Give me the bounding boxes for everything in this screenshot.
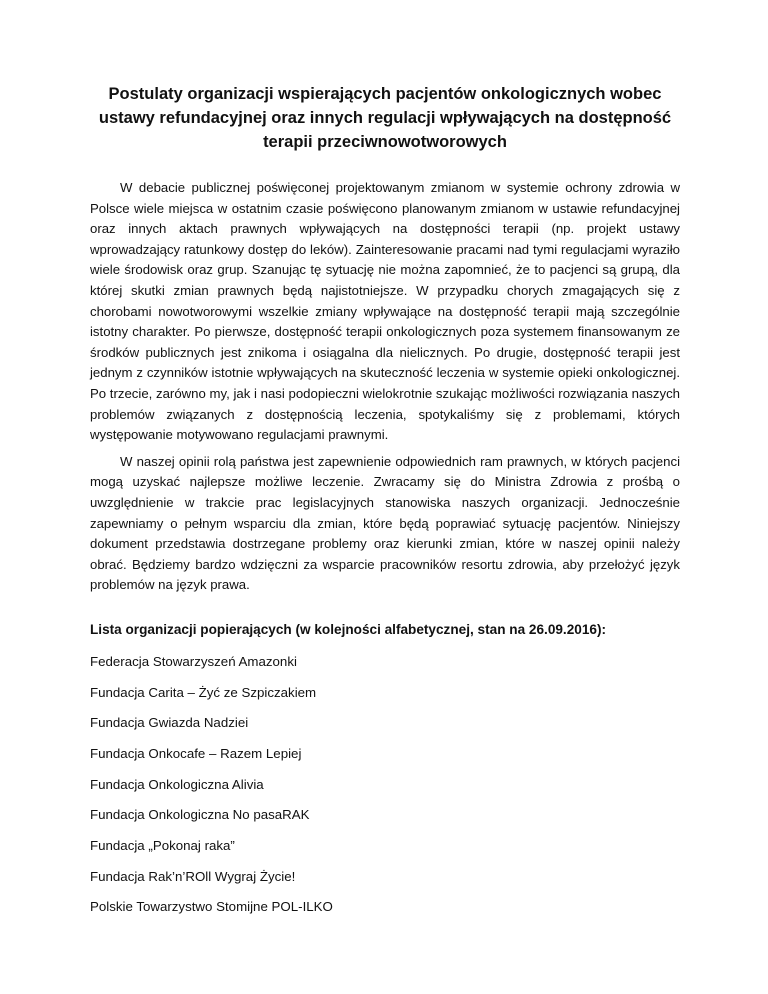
paragraph-request: W naszej opinii rolą państwa jest zapewnienie odpowiednich ram prawnych, w których pacjenci mogą uzyskać najlepsze możliwe leczenie. Zwracamy się do Ministra Zdrowia z prośbą o uwzględnienie w trakcie prac legislacyjnych stanowiska naszych organizacji. Jednocześnie zapewniamy o pełnym wsparciu dla zmian, które będą poprawiać sytuację pacjentów. Niniejszy dokument przedstawia dostrzegane problemy oraz kierunki zmian, które w naszej opinii należy obrać. Będziemy bardzo wdzięczni za wsparcie pracowników resortu zdrowia, aby przełożyć język problemów na język prawa.	[90, 453, 680, 593]
organizations-list	[90, 653, 680, 917]
list-item: Fundacja Onkocafe – Razem Lepiej	[90, 745, 302, 761]
paragraph-introduction: W debacie publicznej poświęconej projektowanym zmianom w systemie ochrony zdrowia w Polsce wiele miejsca w ostatnim czasie poświęcono planowanym zmianom w ustawie refundacyjnej oraz innych aktach prawnych wpływających na dostępności terapii (np. projekt ustawy wprowadzający ratunkowy dostęp do leków). Zainteresowanie pracami nad tymi regulacjami wyraziło wiele środowisk oraz grup. Szanując tę sytuację nie można zapomnieć, że to pacjenci są grupą, dla której skutki zmian prawnych będą najistotniejsze. W przypadku chorych zmagających się z chorobami nowotworowymi wszelkie zmiany wpływające na dostępność terapii mają szczególnie istotny charakter. Po pierwsze, dostępność terapii onkologicznych poza systemem finansowanym ze środków publicznych jest znikoma i osiągalna dla nielicznych. Po drugie, dostępność terapii jest jednym z czynników istotnie wpływających na skuteczność leczenia w systemie opieki onkologicznej. Po trzecie, zarówno my, jak i nasi podopieczni wielokrotnie szukając możliwości rozwiązania naszych problemów związanych z dostępnością leczenia, spotykaliśmy się z problemami, których występowanie motywowano regulacjami prawnymi.	[90, 180, 680, 443]
list-item: Fundacja Carita – Żyć ze Szpiczakiem	[90, 684, 317, 700]
list-item: Federacja Stowarzyszeń Amazonki	[90, 653, 297, 669]
list-item: Fundacja Onkologiczna No pasaRAK	[90, 807, 310, 823]
list-item: Fundacja Onkologiczna Alivia	[90, 776, 264, 792]
list-item: Fundacja Gwiazda Nadziei	[90, 715, 249, 731]
list-item: Fundacja „Pokonaj raka”	[90, 838, 235, 853]
document-title: Postulaty organizacji wspierających pacjentów onkologicznych wobec ustawy refundacyjnej oraz innych regulacji wpływających na dostępność terapii przeciwnowotworowych	[98, 85, 672, 151]
document-page	[90, 82, 680, 929]
list-item: Polskie Towarzystwo Stomijne POL-ILKO	[90, 899, 333, 915]
organizations-list-heading: Lista organizacji popierających (w kolejności alfabetycznej, stan na 26.09.2016):	[90, 621, 607, 637]
list-item: Fundacja Rak’n’ROll Wygraj Życie!	[90, 868, 296, 884]
